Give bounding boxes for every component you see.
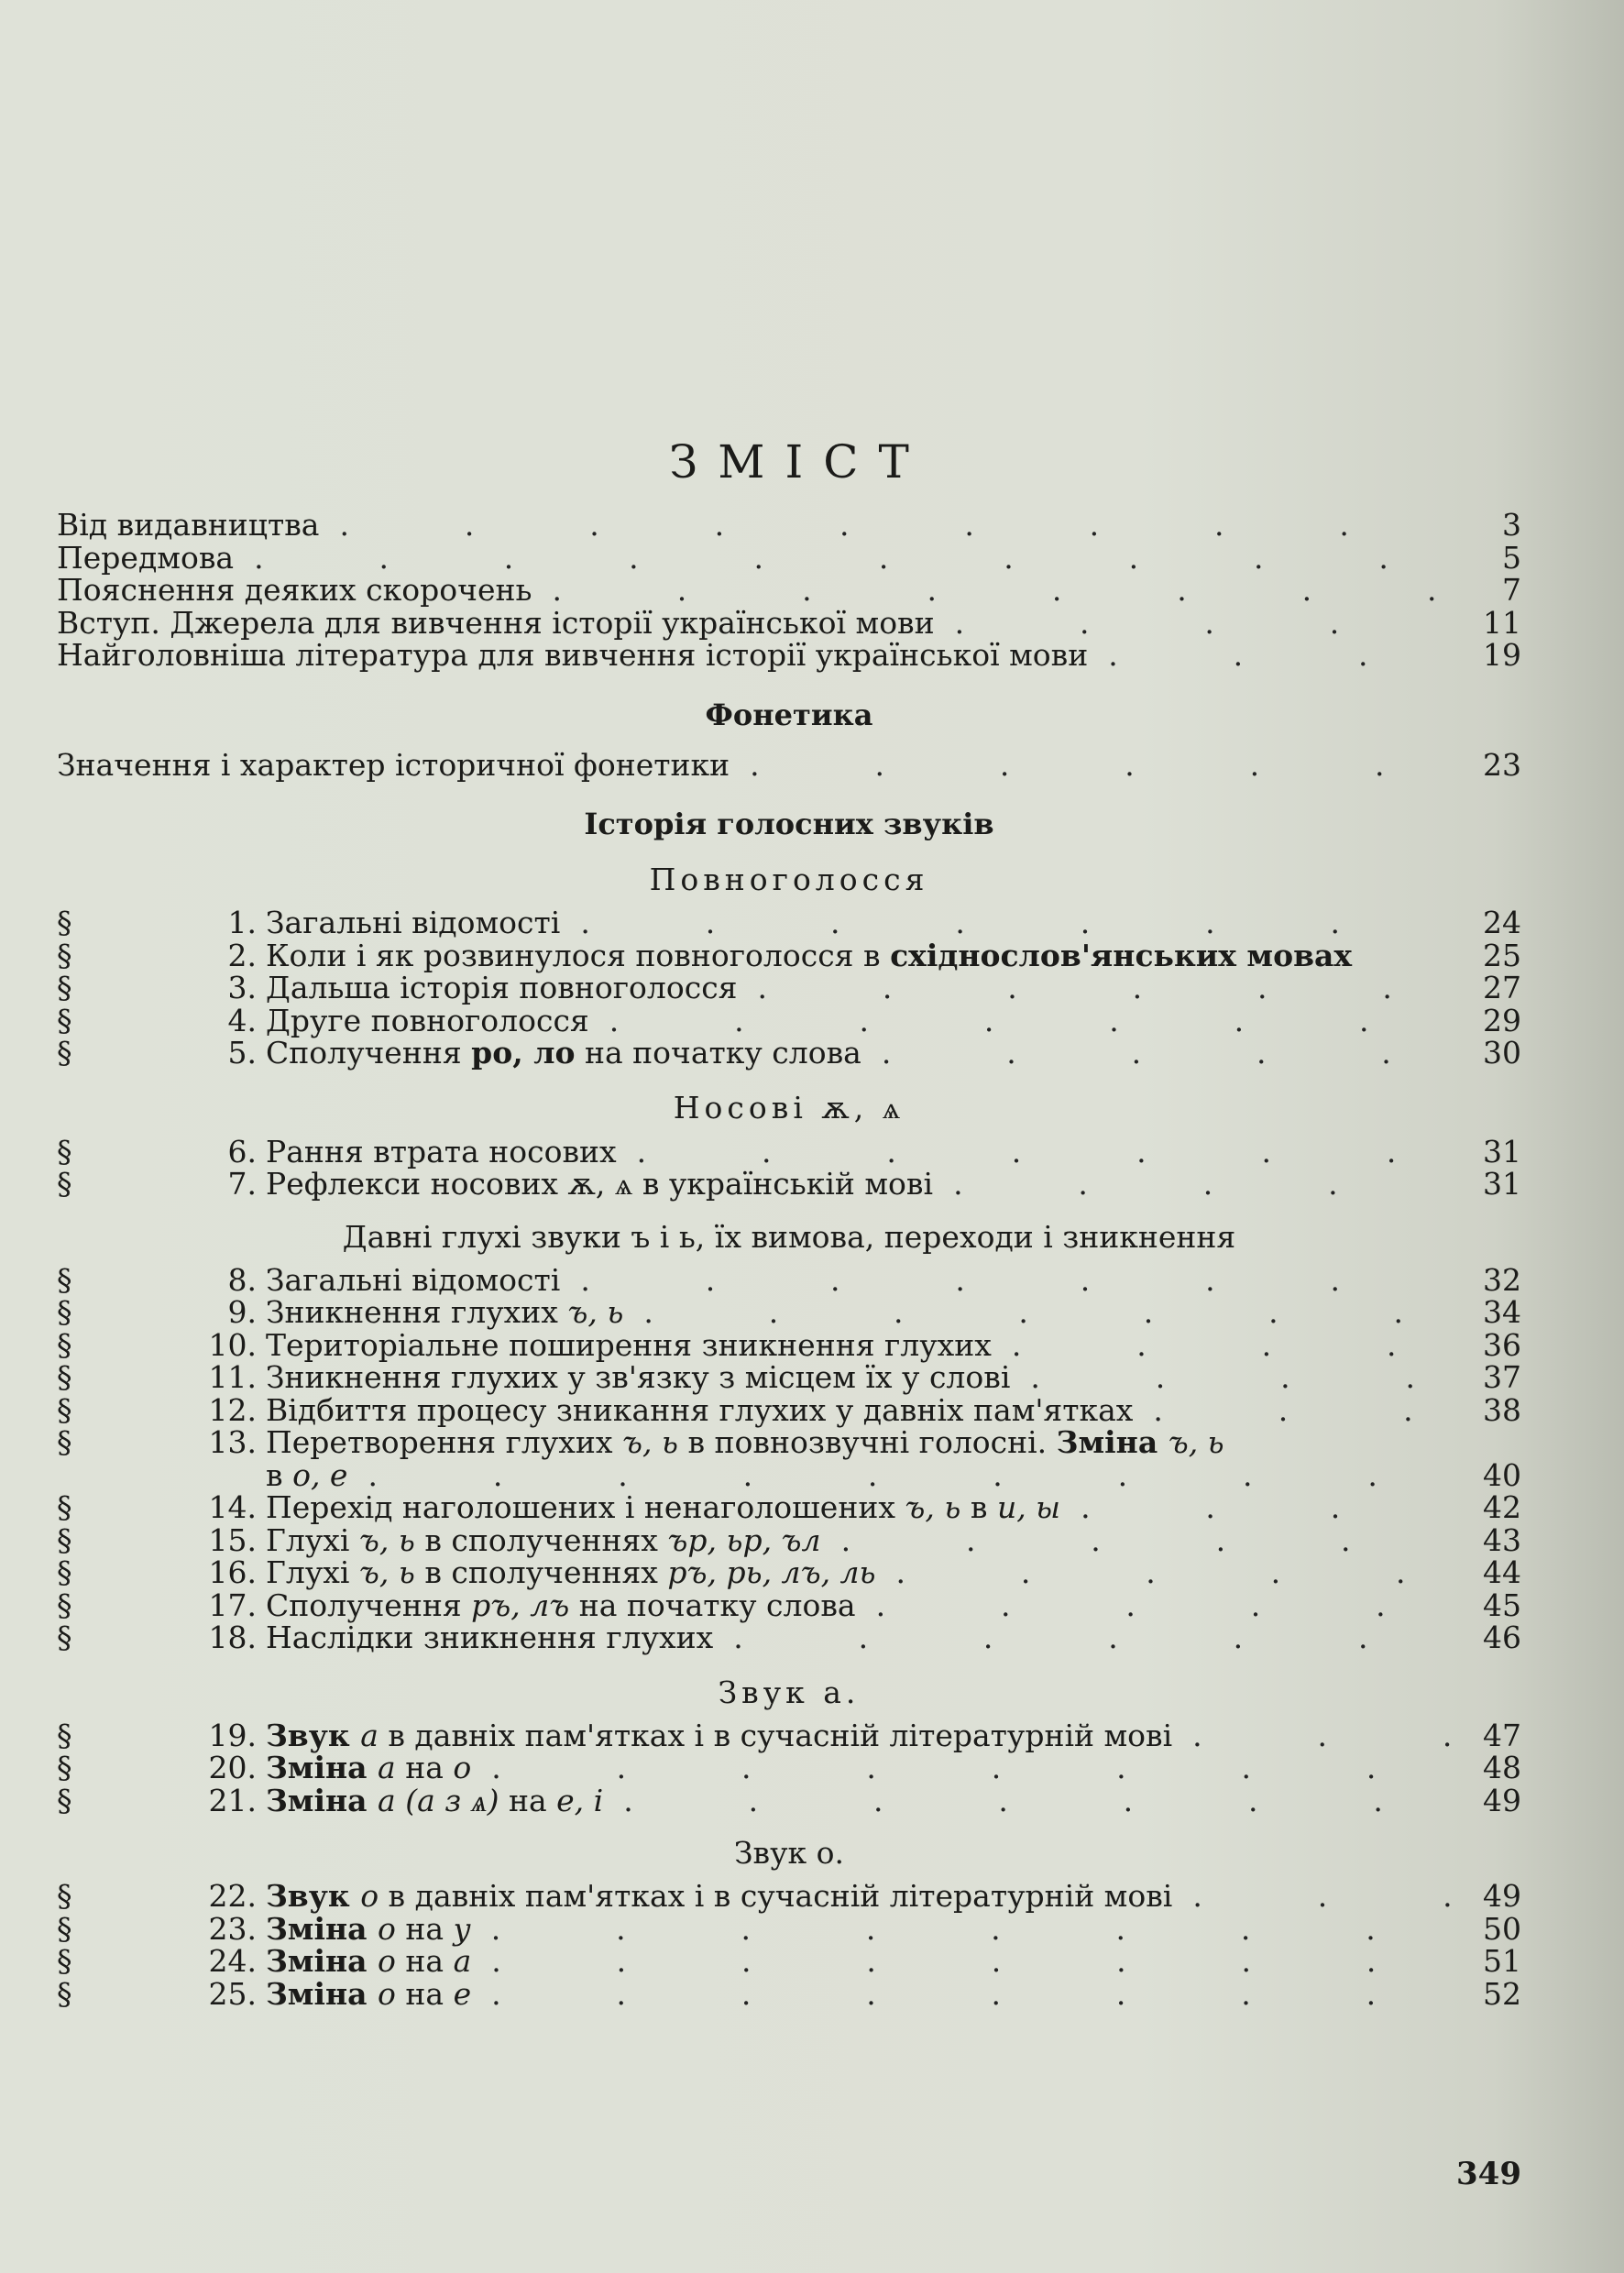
dot-leader (1108, 639, 1452, 672)
section-sign: § (57, 1424, 72, 1460)
toc-entry[interactable] (57, 746, 1521, 783)
page-ref: 24 (1483, 905, 1521, 940)
entry-text-run: ро, ло (471, 1035, 576, 1071)
dot-leader (758, 972, 1453, 1005)
page-ref: 40 (1483, 1456, 1521, 1493)
toc-paragraph-entry[interactable] (57, 1589, 1521, 1622)
dot-leader (955, 607, 1452, 640)
entry-text-run: ъ, ь (1168, 1424, 1224, 1460)
entry-text-run: Зникнення глухих у зв'язку з місцем їх у слові (266, 1359, 1011, 1395)
entry-text-run: Зміна (266, 1750, 379, 1785)
entry-text-run: о (378, 1910, 396, 1947)
page-ref: 36 (1483, 1326, 1521, 1363)
page-ref: 49 (1483, 1782, 1521, 1818)
entry-title (266, 1037, 861, 1070)
toc-paragraph-entry[interactable] (57, 1945, 1521, 1978)
paragraph-number: 9. (227, 1294, 257, 1330)
entry-text-run: Передмова (57, 539, 235, 576)
paragraph-number: 19. (208, 1717, 257, 1753)
entry-title (266, 1261, 561, 1298)
paragraph-number: 1. (227, 905, 257, 940)
entry-text-run: на (395, 1975, 454, 2012)
toc-entry[interactable] (57, 509, 1521, 542)
paragraph-number: 11. (208, 1359, 257, 1395)
paragraph-number: 15. (208, 1521, 257, 1558)
paragraph-number: 12. (208, 1391, 257, 1428)
dot-leader (623, 1784, 1452, 1817)
toc-entry[interactable] (57, 539, 1521, 576)
entry-text-run: на початку слова (575, 1035, 861, 1071)
page-ref: 7 (1502, 572, 1521, 608)
dot-leader (580, 906, 1452, 939)
entry-text-run: ъ, ь (622, 1424, 678, 1460)
section-sign: § (57, 1133, 72, 1169)
section-sign: § (57, 1943, 72, 1979)
entry-text-run: Звук (266, 1878, 361, 1914)
toc-paragraph-entry[interactable] (57, 1880, 1521, 1913)
paragraph-number: 17. (208, 1587, 257, 1623)
section-heading: Давні глухі звуки ъ і ь, їх вимова, переходи і зникнення (342, 1218, 1236, 1255)
entry-title (266, 939, 1352, 972)
toc-paragraph-entry[interactable] (57, 1751, 1521, 1784)
dot-leader (1081, 1491, 1452, 1524)
entry-title (57, 746, 730, 783)
entry-text-run: східнослов'янських мовах (890, 937, 1353, 973)
toc-paragraph-entry[interactable] (57, 1326, 1521, 1363)
page-ref: 42 (1483, 1489, 1521, 1525)
entry-text-run: о (453, 1750, 472, 1785)
dot-leader (1192, 1880, 1452, 1913)
paragraph-number: 8. (227, 1261, 257, 1298)
entry-text-run: на початку слова (569, 1587, 856, 1623)
dot-leader (637, 1136, 1452, 1169)
paragraph-number: 23. (208, 1910, 257, 1947)
paragraph-number: 22. (208, 1878, 257, 1914)
page-ref: 34 (1483, 1294, 1521, 1330)
section-sign: § (57, 1261, 72, 1298)
page-ref: 51 (1483, 1943, 1521, 1979)
page-ref: 48 (1483, 1750, 1521, 1785)
toc-paragraph-entry[interactable] (57, 1456, 1521, 1493)
entry-title (266, 1133, 617, 1169)
entry-text-run: Перетворення глухих (266, 1424, 622, 1460)
page-ref: 46 (1483, 1620, 1521, 1655)
entry-text-run: Від видавництва (57, 507, 320, 543)
entry-text-run: Загальні відомості (266, 1261, 561, 1298)
entry-text-run: и, ы (996, 1489, 1061, 1525)
entry-title (266, 1880, 1172, 1913)
section-heading: Повноголосся (649, 862, 929, 897)
section-sign: § (57, 1035, 72, 1071)
entry-text-run: Зміна (266, 1910, 379, 1947)
entry-title (266, 972, 738, 1005)
entry-title (266, 1589, 856, 1622)
entry-text-run: у (453, 1910, 471, 1947)
toc-paragraph-entry[interactable] (57, 939, 1521, 972)
entry-title (266, 1719, 1172, 1752)
dot-leader (750, 749, 1452, 782)
dot-leader (491, 1945, 1452, 1978)
paragraph-number: 7. (227, 1166, 257, 1202)
entry-text-run: Зміна (266, 1943, 379, 1979)
entry-text-run: ъ, ь (358, 1554, 415, 1590)
page-ref: 43 (1483, 1521, 1521, 1558)
entry-text-run: Зміна (266, 1975, 379, 2012)
dot-leader (876, 1589, 1452, 1622)
entry-text-run: Глухі (266, 1521, 359, 1558)
toc-paragraph-entry[interactable] (57, 1361, 1521, 1394)
entry-text-run: на (499, 1782, 557, 1818)
section-sign: § (57, 1750, 72, 1785)
dot-leader (733, 1621, 1452, 1654)
toc-entry[interactable] (57, 604, 1521, 641)
page-ref: 23 (1483, 746, 1521, 783)
entry-text-run: а (378, 1750, 396, 1785)
entry-text-run: о (378, 1975, 396, 2012)
entry-text-run: в (266, 1456, 293, 1493)
paragraph-number: 18. (208, 1620, 257, 1655)
entry-text-run: Територіальне поширення зникнення глухих (266, 1326, 992, 1363)
paragraph-number: 16. (208, 1554, 257, 1590)
entry-text-run: Загальні відомості (266, 905, 561, 940)
toc-paragraph-entry[interactable] (57, 1391, 1521, 1428)
toc-paragraph-entry[interactable] (57, 1910, 1521, 1947)
entry-title (266, 1391, 1134, 1428)
entry-text-run: на (395, 1910, 454, 1947)
dot-leader (1192, 1719, 1452, 1752)
section-sign: § (57, 1489, 72, 1525)
dot-leader (643, 1296, 1452, 1329)
section-sign: § (57, 1910, 72, 1947)
page-ref: 45 (1483, 1587, 1521, 1623)
toc-paragraph-entry[interactable] (57, 1133, 1521, 1169)
section-heading: Звук а. (718, 1674, 861, 1710)
page-title: ЗМІСТ (669, 435, 929, 489)
toc-paragraph-entry[interactable] (57, 1261, 1521, 1298)
toc-paragraph-entry[interactable] (57, 1719, 1521, 1752)
entry-title (266, 1168, 933, 1201)
section-sign: § (57, 1620, 72, 1655)
page-ref: 50 (1483, 1910, 1521, 1947)
dot-leader (580, 1264, 1452, 1297)
toc-entry[interactable] (57, 574, 1521, 607)
section-sign: § (57, 1294, 72, 1330)
toc-paragraph-entry[interactable] (57, 972, 1521, 1005)
dot-leader (1153, 1394, 1452, 1427)
paragraph-number: 14. (208, 1489, 257, 1525)
entry-text-run: е, і (556, 1782, 604, 1818)
page-ref: 52 (1483, 1975, 1521, 2012)
entry-text-run: на (395, 1943, 454, 1979)
dot-leader (896, 1556, 1452, 1589)
section-sign: § (57, 1391, 72, 1428)
entry-text-run: в давніх пам'ятках і в сучасній літературній мові (379, 1878, 1173, 1914)
page-ref: 3 (1502, 507, 1521, 543)
entry-text-run: Наслідки зникнення глухих (266, 1620, 714, 1655)
entry-text-run: о, е (292, 1456, 348, 1493)
section-sign: § (57, 1521, 72, 1558)
paragraph-number: 6. (227, 1133, 257, 1169)
section-sign: § (57, 1166, 72, 1202)
paragraph-number: 3. (227, 970, 257, 1005)
entry-title (57, 509, 319, 542)
paragraph-number: 24. (208, 1943, 257, 1979)
section-sign: § (57, 1587, 72, 1623)
entry-title (266, 1361, 1010, 1394)
entry-text-run: Друге повноголосся (266, 1002, 589, 1038)
toc-paragraph-entry[interactable] (57, 1296, 1521, 1329)
section-heading: Носові ѫ, ѧ (673, 1089, 905, 1126)
entry-title (266, 1326, 992, 1363)
entry-text-run: Коли і як розвинулося повноголосся в (266, 937, 891, 973)
entry-text-run: в повнозвучні голосні. (677, 1424, 1057, 1460)
entry-text-run: Рання втрата носових (266, 1133, 617, 1169)
page-ref: 30 (1483, 1035, 1521, 1071)
page-ref: 31 (1483, 1133, 1521, 1169)
dot-leader (953, 1168, 1452, 1201)
paragraph-number: 13. (208, 1424, 257, 1460)
table-of-contents (57, 435, 1521, 2010)
page-ref: 44 (1483, 1554, 1521, 1590)
entry-text-run: е (453, 1975, 472, 2012)
entry-title (266, 1456, 348, 1493)
entry-text-run: ръ, рь, лъ, ль (667, 1554, 876, 1590)
entry-title (266, 1296, 623, 1329)
entry-title (266, 1002, 589, 1038)
entry-text-run: Звук (266, 1717, 361, 1753)
entry-title (266, 1426, 1224, 1459)
entry-text-run: о (360, 1878, 379, 1914)
section-sign: § (57, 970, 72, 1005)
dot-leader (368, 1459, 1452, 1492)
entry-text-run: Відбиття процесу зникання глухих у давніх пам'ятках (266, 1391, 1134, 1428)
entry-title (266, 1910, 471, 1947)
dot-leader (491, 1751, 1452, 1784)
entry-text-run: Зникнення глухих (266, 1294, 568, 1330)
entry-text-run: ър, ьр, ъл (667, 1521, 821, 1558)
dot-leader (841, 1524, 1452, 1557)
page-ref: 29 (1483, 1002, 1521, 1038)
entry-text-run: Перехід наголошених і ненаголошених (266, 1489, 905, 1525)
section-sign: § (57, 905, 72, 940)
paragraph-number: 21. (208, 1782, 257, 1818)
section-sign: § (57, 1326, 72, 1363)
entry-text-run: в (960, 1489, 997, 1525)
entry-text-run: Пояснення деяких скорочень (57, 572, 532, 608)
entry-title (266, 1556, 876, 1589)
dot-leader (552, 574, 1452, 607)
toc-paragraph-entry[interactable] (57, 1975, 1521, 2012)
toc-paragraph-entry[interactable] (57, 1002, 1521, 1038)
entry-text-run: ъ, ь (358, 1521, 415, 1558)
toc-body (57, 509, 1521, 2010)
entry-title (266, 906, 560, 939)
page-ref: 37 (1483, 1359, 1521, 1395)
page-ref: 32 (1483, 1261, 1521, 1298)
entry-text-run: ръ, лъ (471, 1587, 570, 1623)
dot-leader (254, 542, 1452, 575)
toc-paragraph-entry[interactable] (57, 1426, 1521, 1459)
entry-title (266, 1491, 1060, 1524)
section-sign: § (57, 1975, 72, 2012)
entry-text-run: на (395, 1750, 454, 1785)
page-ref: 19 (1483, 637, 1521, 673)
toc-paragraph-entry[interactable] (57, 1556, 1521, 1589)
page-ref: 5 (1502, 539, 1521, 576)
section-heading: Фонетика (705, 697, 873, 732)
entry-text-run: в сполученнях (414, 1554, 668, 1590)
section-sign: § (57, 1002, 72, 1038)
section-sign: § (57, 1782, 72, 1818)
toc-paragraph-entry[interactable] (57, 1521, 1521, 1558)
entry-title (57, 604, 935, 641)
dot-leader (1012, 1329, 1452, 1362)
entry-title (57, 574, 532, 607)
entry-title (266, 1945, 471, 1978)
page-ref: 47 (1483, 1717, 1521, 1753)
toc-paragraph-entry[interactable] (57, 1784, 1521, 1817)
entry-title (266, 1621, 713, 1654)
page-ref: 25 (1483, 937, 1521, 973)
paragraph-number: 10. (208, 1326, 257, 1363)
page-number: 349 (1456, 2156, 1521, 2192)
entry-text-run: в давніх пам'ятках і в сучасній літературній мові (378, 1717, 1173, 1753)
entry-title (57, 639, 1088, 672)
toc-paragraph-entry[interactable] (57, 1168, 1521, 1201)
section-sign: § (57, 1554, 72, 1590)
entry-title (266, 1975, 472, 2012)
entry-text-run: Глухі (266, 1554, 359, 1590)
entry-text-run: Сполучення (266, 1587, 472, 1623)
entry-title (266, 1784, 603, 1817)
paragraph-number: 5. (227, 1035, 257, 1071)
entry-text-run: Найголовніша література для вивчення історії української мови (57, 637, 1089, 673)
entry-text-run: Значення і характер історичної фонетики (57, 746, 730, 783)
page-ref: 27 (1483, 970, 1521, 1005)
section-sign: § (57, 1717, 72, 1753)
paragraph-number: 20. (208, 1750, 257, 1785)
page-ref: 49 (1483, 1878, 1521, 1914)
page-ref: 11 (1483, 604, 1521, 641)
dot-leader (609, 1005, 1452, 1038)
entry-text-run: а (453, 1943, 472, 1979)
entry-text-run: Зміна (1056, 1424, 1169, 1460)
entry-title (57, 539, 235, 576)
section-heading: Звук о. (733, 1835, 845, 1871)
entry-text-run: Рефлекси носових ѫ, ѧ в українській мові (266, 1166, 934, 1202)
dot-leader (339, 509, 1452, 542)
toc-paragraph-entry[interactable] (57, 906, 1521, 939)
entry-text-run: в сполученнях (414, 1521, 668, 1558)
section-sign: § (57, 937, 72, 973)
dot-leader (491, 1978, 1452, 2011)
paragraph-number: 25. (208, 1975, 257, 2012)
page-ref: 31 (1483, 1166, 1521, 1202)
section-sign: § (57, 1359, 72, 1395)
toc-paragraph-entry[interactable] (57, 1491, 1521, 1524)
entry-text-run: Сполучення (266, 1035, 472, 1071)
toc-paragraph-entry[interactable] (57, 1621, 1521, 1654)
entry-text-run: Зміна (266, 1782, 379, 1818)
dot-leader (1030, 1361, 1452, 1394)
entry-text-run: о (378, 1943, 396, 1979)
entry-text-run: ъ, ь (567, 1294, 624, 1330)
page-ref: 38 (1483, 1391, 1521, 1428)
section-sign: § (57, 1878, 72, 1914)
toc-entry[interactable] (57, 639, 1521, 672)
entry-text-run: Вступ. Джерела для вивчення історії української мови (57, 604, 935, 641)
entry-text-run: ъ, ь (905, 1489, 961, 1525)
paragraph-number: 2. (227, 937, 257, 973)
section-heading: Історія голосних звуків (584, 807, 994, 841)
dot-leader (882, 1037, 1452, 1070)
entry-title (266, 1751, 471, 1784)
toc-paragraph-entry[interactable] (57, 1037, 1521, 1070)
entry-title (266, 1521, 821, 1558)
paragraph-number: 4. (227, 1002, 257, 1038)
entry-text-run: а (а з ѧ) (378, 1782, 499, 1818)
entry-text-run: а (360, 1717, 379, 1753)
dot-leader (491, 1913, 1452, 1946)
entry-text-run: Дальша історія повноголосся (266, 970, 738, 1005)
